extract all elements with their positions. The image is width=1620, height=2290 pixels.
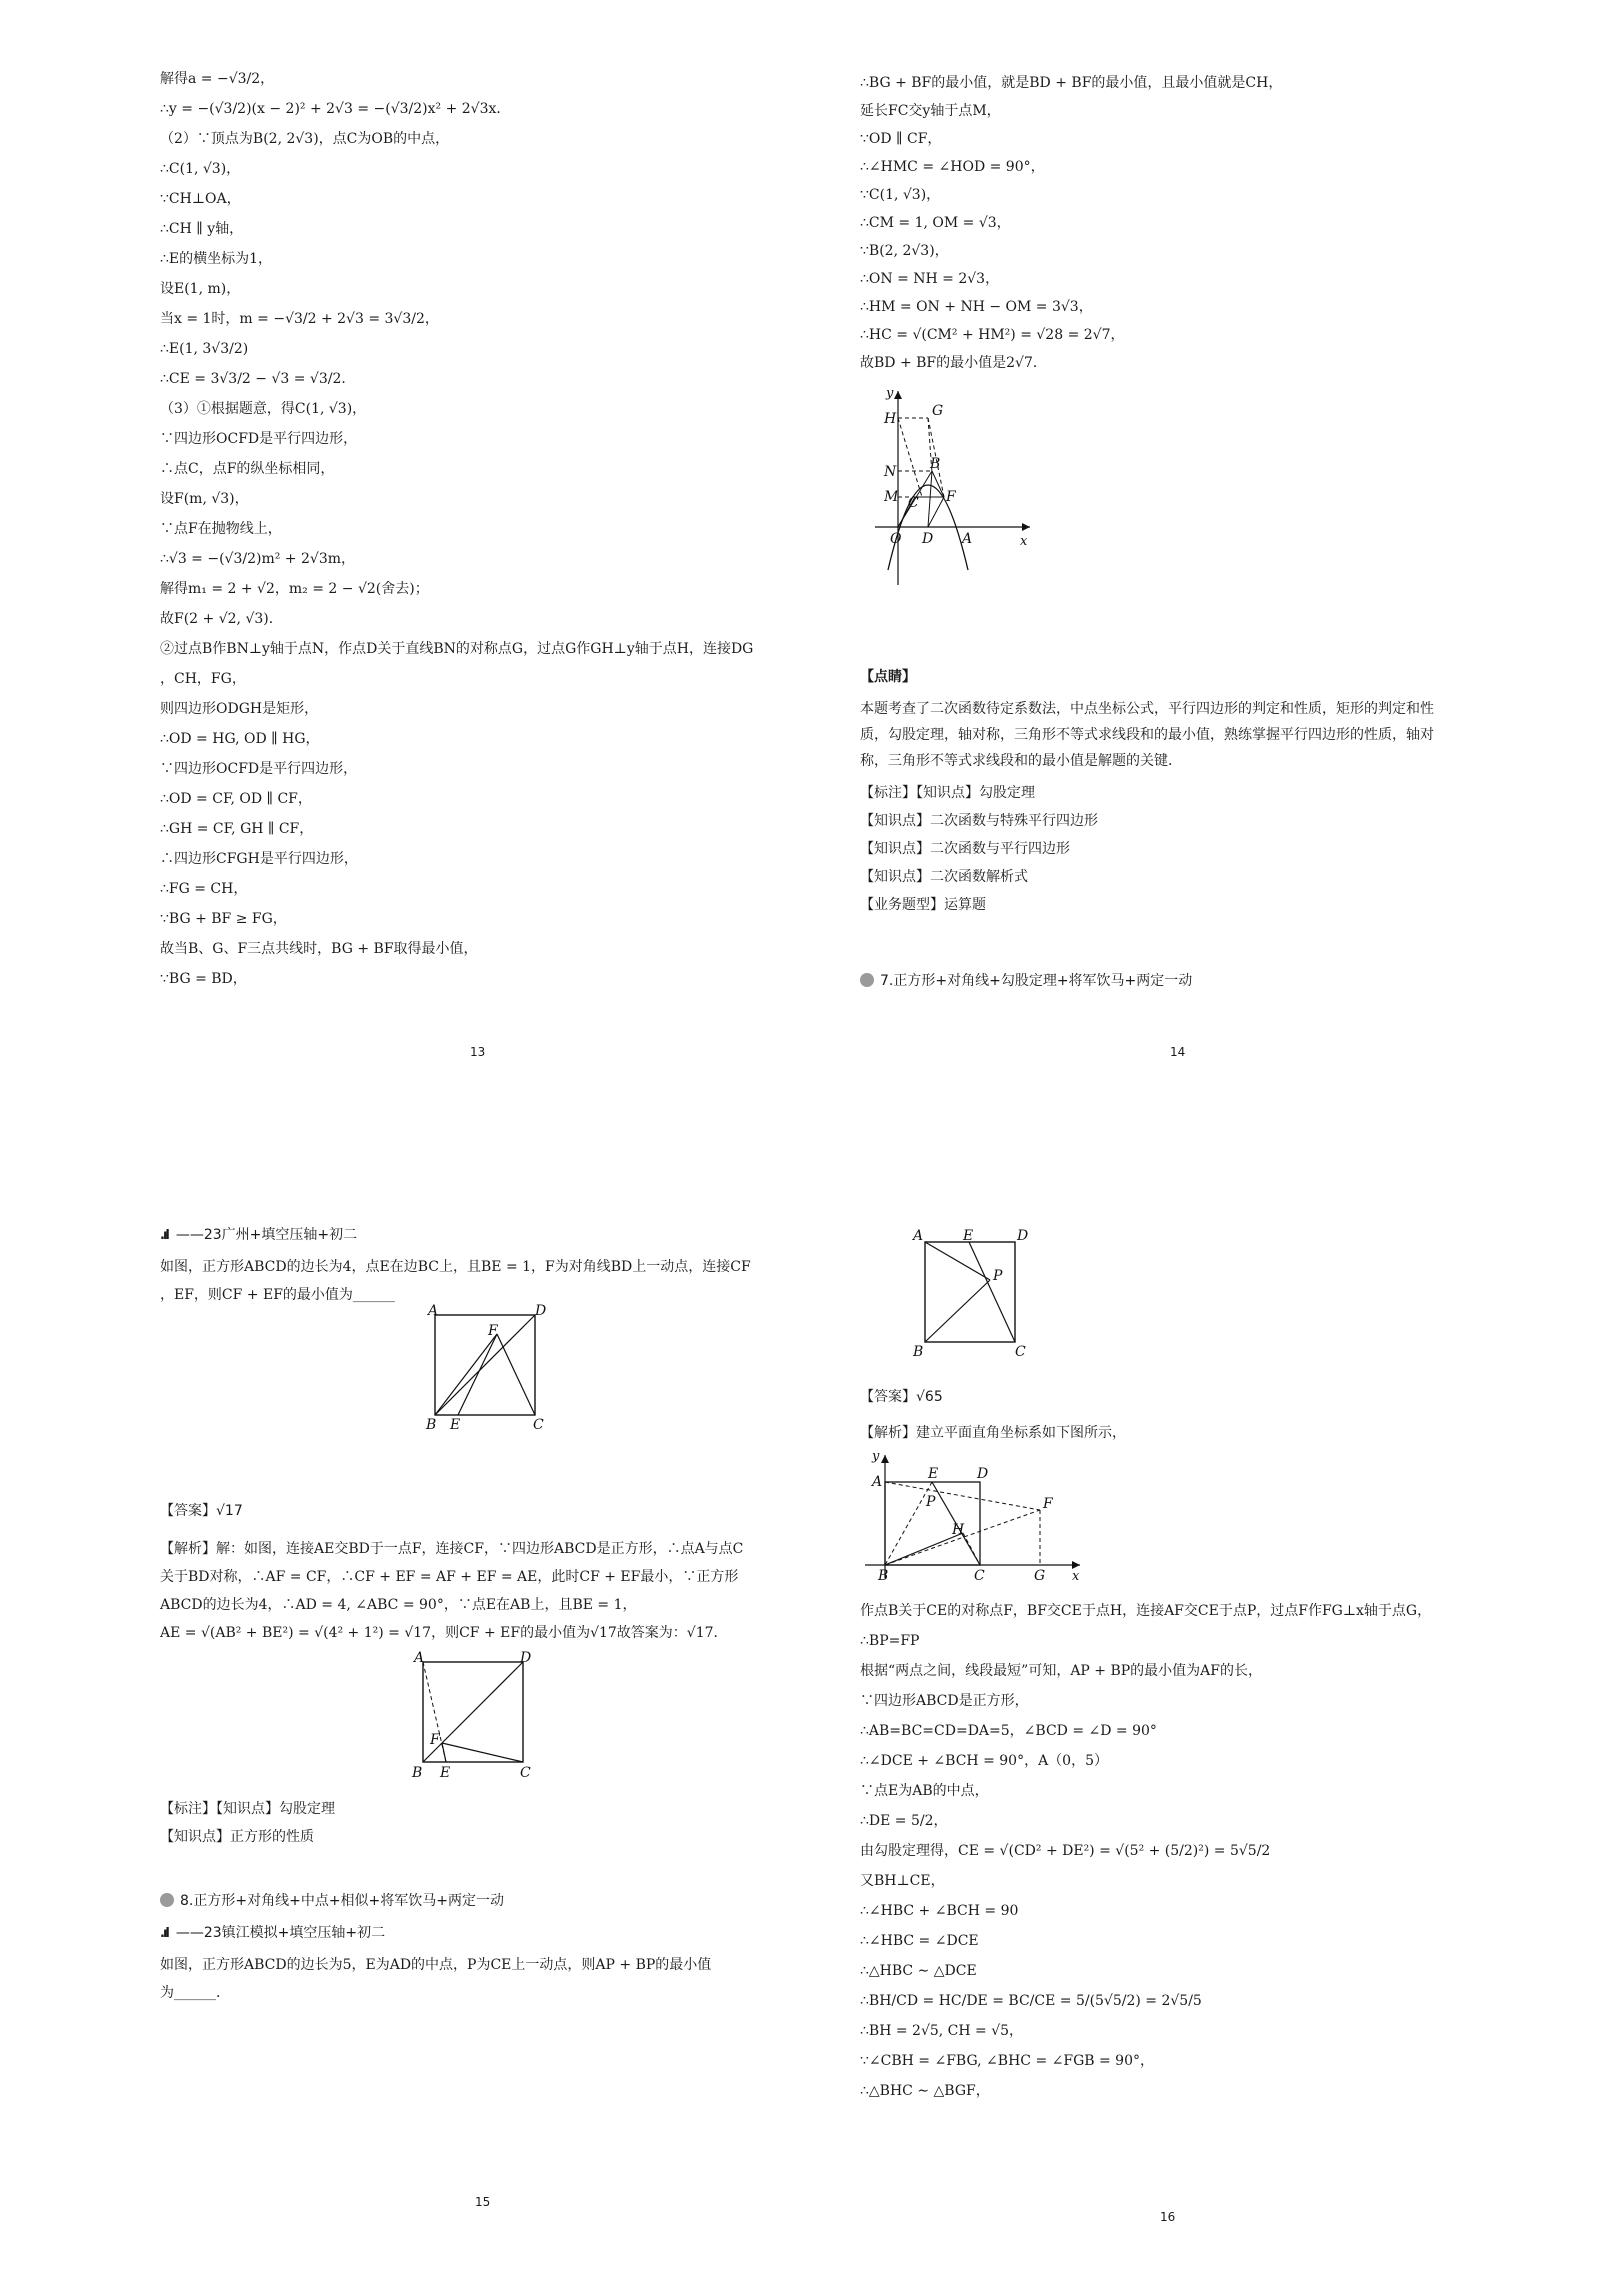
svg-text:D: D (535, 1303, 547, 1319)
text-line: 【知识点】二次函数与特殊平行四边形 (860, 813, 1098, 829)
text-line: 【标注】【知识点】勾股定理 (160, 1801, 335, 1817)
text-line: ∵点E为AB的中点， (860, 1783, 989, 1799)
page-number: 13 (470, 1045, 486, 1059)
text-line: 质，勾股定理，轴对称，三角形不等式求线段和的最小值，熟练掌握平行四边形的性质，轴对 (860, 727, 1434, 743)
text-line: 延长FC交y轴于点M， (860, 103, 1001, 119)
svg-text:A: A (962, 531, 973, 547)
text-line: 如图，正方形ABCD的边长为5，E为AD的中点，P为CE上一动点，则AP + BP的最小值 (160, 1957, 712, 1973)
svg-text:H: H (952, 1522, 965, 1538)
text-line: ∴∠HBC + ∠BCH = 90 (860, 1903, 1019, 1919)
svg-text:E: E (450, 1417, 461, 1433)
svg-text:H: H (884, 411, 897, 427)
svg-text:C: C (908, 495, 919, 511)
page-16 (860, 1210, 1620, 2290)
text-line: ∴E的横坐标为1， (160, 251, 273, 267)
text-line: 故BD + BF的最小值是2√7． (860, 355, 1047, 371)
text-line: ∴CH ∥ y轴， (160, 221, 244, 237)
text-line: 【知识点】正方形的性质 (160, 1829, 314, 1845)
signal-bars-icon: .ıl (160, 1926, 168, 1941)
svg-text:G: G (1034, 1568, 1046, 1584)
text-line: ，CH，FG， (160, 671, 246, 687)
section-bullet-icon (860, 973, 874, 987)
text-line: 关于BD对称，∴AF = CF，∴CF + EF = AF + EF = AE，此时CF + EF最小，∵正方形 (160, 1569, 739, 1585)
text-line: ∴BH/CD = HC/DE = BC/CE = 5/(5√5/2) = 2√5/5 (860, 1993, 1202, 2009)
page-number: 15 (475, 2195, 491, 2209)
text-line: ABCD的边长为4，∴AD = 4, ∠ABC = 90°，∵点E在AB上，且BE = 1， (160, 1597, 637, 1613)
text-line: 如图，正方形ABCD的边长为4，点E在边BC上，且BE = 1，F为对角线BD上一动点，连接CF (160, 1259, 751, 1275)
parabola-figure (870, 385, 1040, 595)
text-line: ∴HM = ON + NH − OM = 3√3， (860, 299, 1093, 315)
text-line: ∴CE = 3√3/2 − √3 = √3/2． (160, 371, 356, 387)
svg-text:F: F (430, 1732, 440, 1748)
svg-text:M: M (884, 489, 899, 505)
svg-text:x: x (1072, 1569, 1080, 1584)
text-line: 解得m₁ = 2 + √2，m₂ = 2 − √2(舍去)； (160, 581, 429, 597)
answer: 【答案】√17 (160, 1503, 243, 1519)
text-line: 为______． (160, 1985, 230, 2001)
text-line: ∵∠CBH = ∠FBG, ∠BHC = ∠FGB = 90°， (860, 2053, 1154, 2069)
text-line: 设E(1, m)， (160, 281, 241, 297)
svg-text:F: F (946, 489, 956, 505)
square-figure-2 (408, 1650, 538, 1780)
page-13 (160, 60, 920, 1140)
svg-text:G: G (932, 403, 944, 419)
text-line: 又BH⊥CE， (860, 1873, 945, 1889)
analysis-intro: 【解析】建立平面直角坐标系如下图所示， (860, 1425, 1126, 1441)
text-line: ∵点F在抛物线上， (160, 521, 282, 537)
svg-text:F: F (1043, 1496, 1053, 1512)
text-line: 【解析】解：如图，连接AE交BD于一点F，连接CF，∵四边形ABCD是正方形，∴点A与点C (160, 1541, 744, 1557)
text-line: ∴BP=FP (860, 1633, 920, 1649)
square-figure-1 (420, 1303, 550, 1433)
text-line: ∵BG = BD， (160, 971, 247, 987)
svg-text:D: D (977, 1466, 989, 1482)
svg-text:E: E (928, 1466, 939, 1482)
text-line: ∴y = −(√3/2)(x − 2)² + 2√3 = −(√3/2)x² + 2√3x． (160, 101, 511, 117)
svg-text:A: A (414, 1650, 425, 1666)
answer: 【答案】√65 (860, 1389, 943, 1405)
svg-text:P: P (993, 1268, 1003, 1284)
text-line: ∴ON = NH = 2√3， (860, 271, 1000, 287)
svg-text:x: x (1020, 534, 1028, 549)
text-line: 由勾股定理得，CE = √(CD² + DE²) = √(5² + (5/2)²) = 5√5/2 (860, 1843, 1271, 1859)
svg-text:P: P (926, 1494, 936, 1510)
text-line: ∴∠HMC = ∠HOD = 90°， (860, 159, 1045, 175)
text-line: ∴OD = CF, OD ∥ CF， (160, 791, 312, 807)
signal-bars-icon: .ıl (160, 1228, 168, 1243)
text-line: ∵BG + BF ≥ FG， (160, 911, 287, 927)
text-line: 故F(2 + √2, √3)． (160, 611, 283, 627)
text-line: ∴BH = 2√5, CH = √5， (860, 2023, 1024, 2039)
svg-text:B: B (913, 1344, 924, 1360)
svg-text:N: N (884, 464, 897, 480)
text-line: ∵OD ∥ CF， (860, 131, 942, 147)
coordinate-figure (860, 1450, 1090, 1585)
svg-text:y: y (872, 1449, 880, 1464)
text-line: 【知识点】二次函数与平行四边形 (860, 841, 1070, 857)
svg-text:B: B (412, 1765, 423, 1781)
text-line: ∵四边形ABCD是正方形， (860, 1693, 1029, 1709)
text-line: ∴AB=BC=CD=DA=5，∠BCD = ∠D = 90° (860, 1723, 1157, 1739)
dianjing-title: 【点睛】 (860, 669, 916, 685)
source-line: .ıl ——23广州+填空压轴+初二 (160, 1227, 358, 1243)
text-line: （3）①根据题意，得C(1, √3)， (160, 401, 367, 417)
svg-text:C: C (974, 1568, 985, 1584)
svg-text:F: F (488, 1323, 498, 1339)
section-heading: 7.正方形+对角线+勾股定理+将军饮马+两定一动 (860, 970, 1192, 990)
text-line: 【业务题型】运算题 (860, 897, 986, 913)
text-line: ，EF，则CF + EF的最小值为______ (160, 1287, 395, 1303)
text-line: ∴DE = 5/2， (860, 1813, 948, 1829)
svg-text:B: B (426, 1417, 437, 1433)
page-15 (160, 1210, 920, 2290)
page-number: 16 (1160, 2210, 1176, 2224)
source-line-2: .ıl ——23镇江模拟+填空压轴+初二 (160, 1925, 386, 1941)
text-line: ∵四边形OCFD是平行四边形， (160, 431, 358, 447)
section-heading: 8.正方形+对角线+中点+相似+将军饮马+两定一动 (160, 1890, 504, 1910)
svg-text:C: C (520, 1765, 531, 1781)
text-line: 本题考查了二次函数待定系数法，中点坐标公式，平行四边形的判定和性质，矩形的判定和性 (860, 701, 1434, 717)
svg-text:E: E (963, 1228, 974, 1244)
section-bullet-icon (160, 1893, 174, 1907)
text-line: ∴OD = HG, OD ∥ HG， (160, 731, 320, 747)
svg-text:C: C (1015, 1344, 1026, 1360)
text-line: ∴四边形CFGH是平行四边形， (160, 851, 358, 867)
svg-text:D: D (1017, 1228, 1029, 1244)
svg-text:O: O (890, 531, 902, 547)
text-line: ∴GH = CF, GH ∥ CF， (160, 821, 314, 837)
text-line: ∵四边形OCFD是平行四边形， (160, 761, 358, 777)
text-line: 则四边形ODGH是矩形， (160, 701, 319, 717)
text-line: ∴CM = 1, OM = √3， (860, 215, 1011, 231)
text-line: 设F(m, √3)， (160, 491, 249, 507)
svg-text:A: A (872, 1474, 883, 1490)
svg-text:D: D (922, 531, 934, 547)
text-line: ∵C(1, √3)， (860, 187, 941, 203)
svg-text:B: B (878, 1568, 889, 1584)
text-line: ∴BG + BF的最小值，就是BD + BF的最小值，且最小值就是CH， (860, 75, 1283, 91)
text-line: ∴C(1, √3)， (160, 161, 241, 177)
text-line: ∴△HBC ∼ △DCE (860, 1963, 977, 1979)
text-line: ∴∠HBC = ∠DCE (860, 1933, 979, 1949)
text-line: ∵CH⊥OA， (160, 191, 241, 207)
text-line: ∴点C，点F的纵坐标相同， (160, 461, 335, 477)
svg-text:y: y (886, 386, 894, 401)
text-line: ∴HC = √(CM² + HM²) = √28 = 2√7， (860, 327, 1125, 343)
svg-text:C: C (533, 1417, 544, 1433)
text-line: 作点B关于CE的对称点F，BF交CE于点H，连接AF交CE于点P，过点F作FG⊥x轴于点G， (860, 1603, 1432, 1619)
page-number: 14 (1170, 1045, 1186, 1059)
text-line: ∴√3 = −(√3/2)m² + 2√3m， (160, 551, 356, 567)
text-line: 称，三角形不等式求线段和的最小值是解题的关键． (860, 753, 1182, 769)
svg-text:A: A (428, 1303, 439, 1319)
text-line: ∴∠DCE + ∠BCH = 90°，A（0，5） (860, 1753, 1108, 1769)
text-line: ②过点B作BN⊥y轴于点N，作点D关于直线BN的对称点G，过点G作GH⊥y轴于点H，连接DG (160, 641, 754, 657)
square-figure-3 (905, 1228, 1029, 1360)
text-line: 解得a = −√3/2， (160, 71, 275, 87)
text-line: ∴FG = CH， (160, 881, 248, 897)
svg-text:A: A (913, 1228, 924, 1244)
text-line: 【标注】【知识点】勾股定理 (860, 785, 1035, 801)
text-line: AE = √(AB² + BE²) = √(4² + 1²) = √17，则CF + EF的最小值为√17故答案为：√17． (160, 1625, 728, 1641)
page-14 (860, 60, 1620, 1140)
svg-text:B: B (930, 456, 941, 472)
text-line: ∴E(1, 3√3/2) (160, 341, 249, 357)
svg-text:D: D (520, 1650, 532, 1666)
text-line: 当x = 1时，m = −√3/2 + 2√3 = 3√3/2， (160, 311, 439, 327)
text-line: 故当B、G、F三点共线时，BG + BF取得最小值， (160, 941, 478, 957)
text-line: （2）∵顶点为B(2, 2√3)，点C为OB的中点， (160, 131, 450, 147)
text-line: ∴△BHC ∼ △BGF， (860, 2083, 990, 2099)
text-line: ∵B(2, 2√3)， (860, 243, 949, 259)
text-line: 【知识点】二次函数解析式 (860, 869, 1028, 885)
svg-text:E: E (440, 1765, 451, 1781)
text-line: 根据“两点之间，线段最短”可知，AP + BP的最小值为AF的长， (860, 1663, 1263, 1679)
